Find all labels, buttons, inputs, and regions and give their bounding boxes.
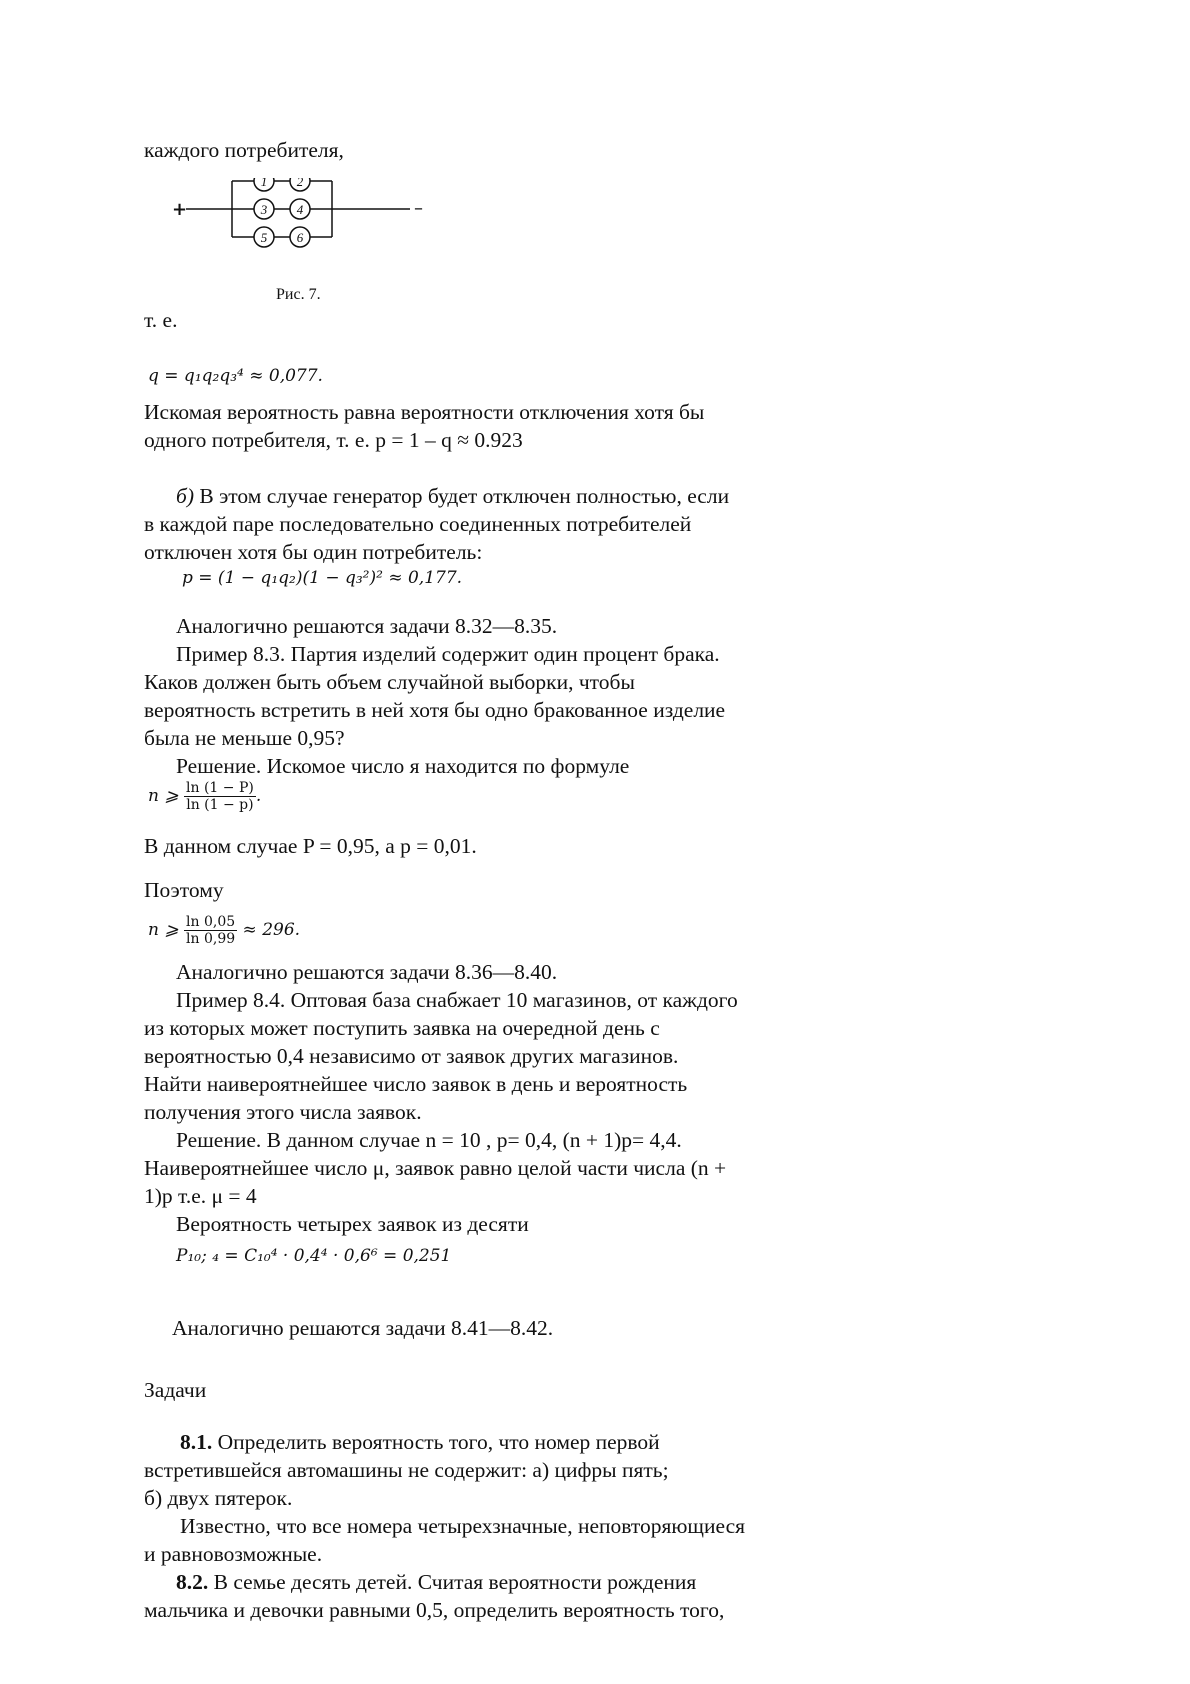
formula-n: n ⩾ $\frac{\ln (1 - P)}{\ln (1 - p)}$ .: [148, 780, 262, 813]
plus-terminal: +: [172, 199, 188, 220]
text-line: одного потребителя, т. е. p = 1 – q ≈ 0.923: [144, 428, 523, 452]
node-1: [254, 178, 274, 191]
formula-p: p = (1 − q₁q₂)(1 − q₃²)² ≈ 0,177.: [182, 568, 463, 588]
text-line: в каждой паре последовательно соединенных потребителей: [144, 512, 692, 536]
node-6: [290, 227, 310, 247]
text-line: б) В этом случае генератор будет отключен полностью, если: [176, 484, 730, 508]
text-line: Пример 8.3. Партия изделий содержит один процент брака.: [176, 642, 720, 666]
text-line: получения этого числа заявок.: [144, 1100, 422, 1124]
svg-text:1: 1: [260, 178, 268, 189]
text-line: Найти наивероятнейшее число заявок в день и вероятность: [144, 1072, 688, 1096]
minus-terminal: –: [414, 198, 423, 219]
text-line: каждого потребителя,: [144, 138, 344, 162]
text-line: вероятностью 0,4 независимо от заявок других магазинов.: [144, 1044, 679, 1068]
text-line: из которых может поступить заявка на очередной день с: [144, 1016, 660, 1040]
text-line: встретившейся автомашины не содержит: а) цифры пять;: [144, 1458, 669, 1482]
text-line: Искомая вероятность равна вероятности отключения хотя бы: [144, 400, 705, 424]
text-line: Аналогично решаются задачи 8.41—8.42.: [172, 1316, 554, 1340]
text-line: Решение. В данном случае n = 10 , p= 0,4, (n + 1)p= 4,4.: [176, 1128, 682, 1152]
text-line: 8.1. Определить вероятность того, что номер первой: [180, 1430, 660, 1454]
text-line: Вероятность четырех заявок из десяти: [176, 1212, 529, 1236]
text-line: мальчика и девочки равными 0,5, определить вероятность того,: [144, 1598, 725, 1622]
text-line: Известно, что все номера четырехзначные, неповторяющиеся: [180, 1514, 745, 1538]
text-line: отключен хотя бы один потребитель:: [144, 540, 483, 564]
svg-text:5: 5: [260, 230, 268, 245]
node-4: [290, 199, 310, 219]
svg-text:3: 3: [260, 202, 268, 217]
text-line: Аналогично решаются задачи 8.32—8.35.: [176, 614, 558, 638]
formula-p10: P₁₀; ₄ = C₁₀⁴ · 0,4⁴ · 0,6⁶ = 0,251: [176, 1246, 452, 1266]
text-line: Решение. Искомое число я находится по формуле: [176, 754, 630, 778]
text-line: Наивероятнейшее число μ, заявок равно целой части числа (n +: [144, 1156, 727, 1180]
circuit-diagram: [150, 178, 450, 278]
text-line: 8.2. В семье десять детей. Считая вероятности рождения: [176, 1570, 697, 1594]
svg-text:6: 6: [296, 230, 304, 245]
text-line: была не меньше 0,95?: [144, 726, 345, 750]
text-line: и равновозможные.: [144, 1542, 323, 1566]
node-3: [254, 199, 274, 219]
text-line: б) двух пятерок.: [144, 1486, 293, 1510]
section-heading: Задачи: [144, 1378, 207, 1402]
svg-text:2: 2: [296, 178, 304, 189]
text-line: 1)p т.е. μ = 4: [144, 1184, 257, 1208]
text-line: т. е.: [144, 308, 178, 332]
svg-text:4: 4: [296, 202, 304, 217]
figure-caption: Рис. 7.: [276, 286, 321, 303]
text-line: Каков должен быть объем случайной выборки, чтобы: [144, 670, 635, 694]
node-2: [290, 178, 310, 191]
text-line: Пример 8.4. Оптовая база снабжает 10 магазинов, от каждого: [176, 988, 738, 1012]
node-5: [254, 227, 274, 247]
text-line: В данном случае P = 0,95, а p = 0,01.: [144, 834, 477, 858]
formula-n2: n ⩾ $\frac{\ln 0,05}{\ln 0,99}$ ≈ 296.: [148, 914, 301, 947]
text-line: Поэтому: [144, 878, 224, 902]
text-line: Аналогично решаются задачи 8.36—8.40.: [176, 960, 558, 984]
text-line: вероятность встретить в ней хотя бы одно бракованное изделие: [144, 698, 726, 722]
formula-q: q = q₁q₂q₃⁴ ≈ 0,077.: [148, 366, 323, 386]
